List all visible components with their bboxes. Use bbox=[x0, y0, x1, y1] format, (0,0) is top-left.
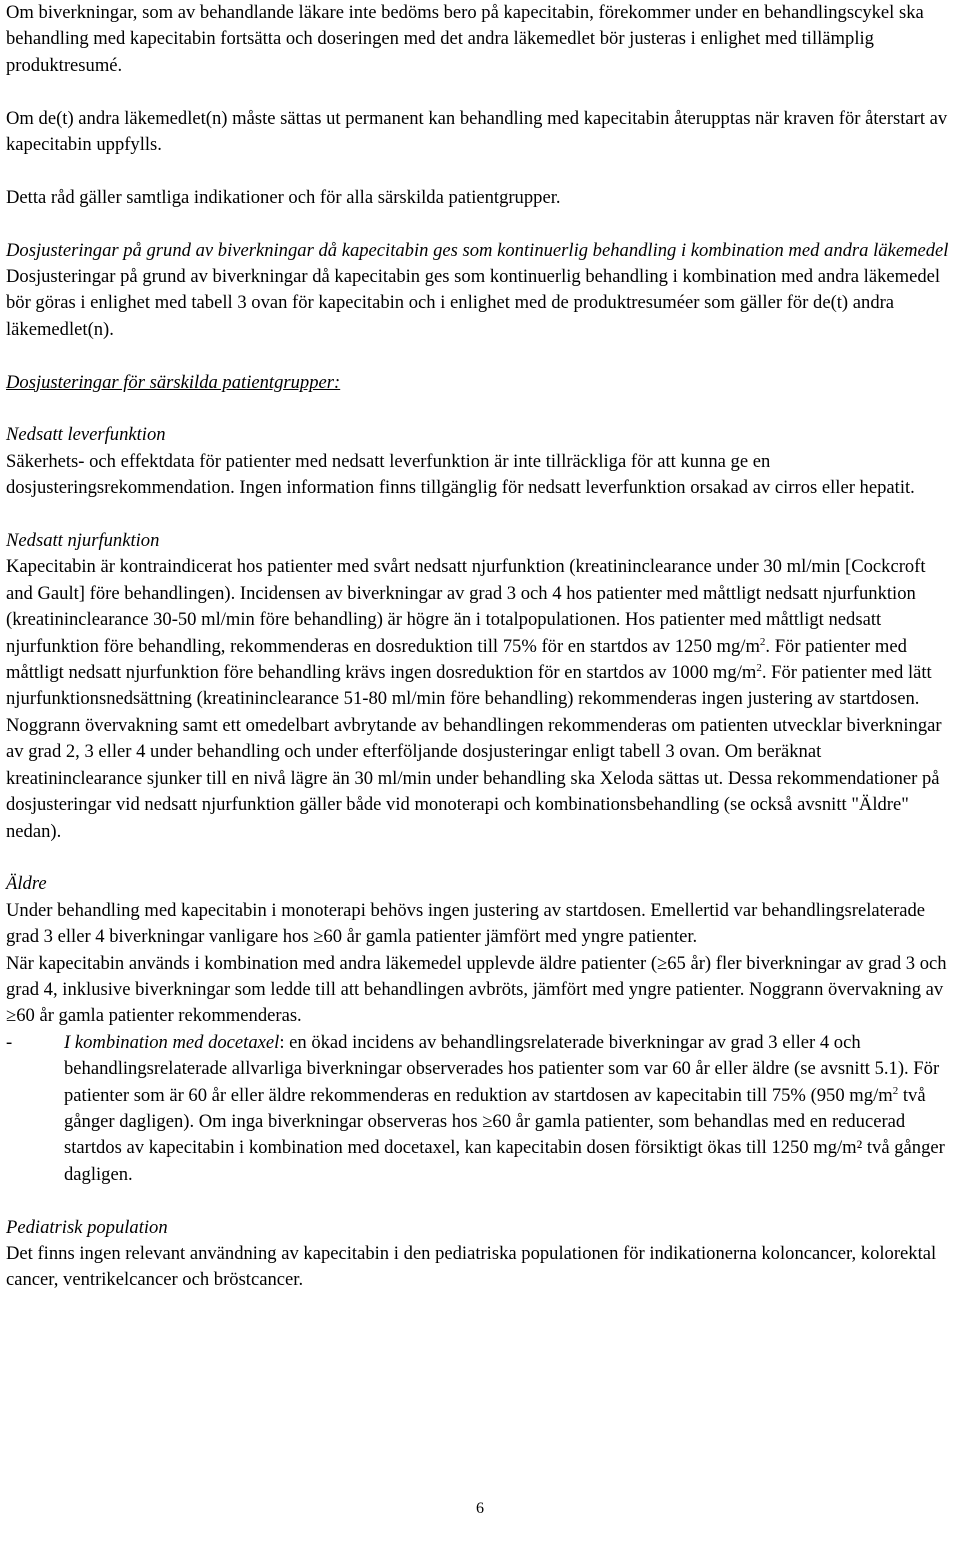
pediatric-body: Det finns ingen relevant användning av kapecitabin i den pediatriska populationen för indikationerna koloncancer, kolorektal cancer, ventrikelcancer och bröstcancer. bbox=[6, 1242, 937, 1291]
combination-heading: Dosjusteringar på grund av biverkningar då kapecitabin ges som kontinuerlig behandling i kombination med andra läkemedel bbox=[6, 239, 949, 261]
list-dash: - bbox=[6, 1031, 13, 1053]
liver-body: Säkerhets- och effektdata för patienter med nedsatt leverfunktion är inte tillräckliga för att kunna ge en dosjusteringsrekommendation. Ingen information finns tillgänglig för nedsatt leverfunktion orsakad av cirros eller hepatit. bbox=[6, 450, 915, 499]
page-number: 6 bbox=[476, 1500, 484, 1517]
kidney-body bbox=[6, 554, 954, 844]
pediatric-heading: Pediatrisk population bbox=[6, 1216, 168, 1238]
docetaxel-list-item bbox=[6, 1030, 954, 1188]
kidney-body-part-c: . För patienter med lätt njurfunktionsnedsättning (kreatininclearance 51-80 ml/min före behandling) rekommenderas ingen justering av startdosen. Noggrann övervakning samt ett omedelbart avbrytande av behandlingen rekommenderas om patienten utvecklar biverkningar av grad 2, 3 eller 4 under behandling och under efterföljande dosjusteringar enligt tabell 3 ovan. Om beräknat kreatininclearance sjunker till en nivå lägre än 30 ml/min under behandling ska Xeloda sättas ut. Dessa rekommendationer på dosjusteringar vid nedsatt njurfunktion gäller både vid monoterapi och kombinationsbehandling (se också avsnitt "Äldre" nedan). bbox=[6, 662, 942, 842]
combination-body: Dosjusteringar på grund av biverkningar då kapecitabin ges som kontinuerlig behandling i kombination med andra läkemedel bör göras i enlighet med tabell 3 ovan för kapecitabin och i enlighet med de produktresuméer som gäller för de(t) andra läkemedlet(n). bbox=[6, 266, 941, 340]
kidney-body-part-b: . För patienter med måttligt nedsatt njurfunktion före behandling krävs ingen dosreduktion för en startdos av 1000 mg/m bbox=[6, 635, 907, 684]
paragraph-continuation: Om biverkningar, som av behandlande läkare inte bedöms bero på kapecitabin, förekommer under en behandlingscykel ska behandling med kapecitabin fortsätta och doseringen med det andra läkemedlet bör justeras i enlighet med tillämplig produktresumé. bbox=[6, 2, 924, 76]
kidney-superscript-a: 2 bbox=[759, 635, 766, 648]
kidney-body-part-a: Kapecitabin är kontraindicerat hos patienter med svårt nedsatt njurfunktion (kreatininclearance under 30 ml/min [Cockcroft and Gault] före behandlingen). Incidensen av biverkningar av grad 3 och 4 hos patienter med måttligt nedsatt njurfunktion (kreatininclearance 30-50 ml/min före behandling) är högre än i totalpopulationen. Hos patienter med måttligt nedsatt njurfunktion före behandling, rekommenderas en dosreduktion till 75% för en startdos av 1250 mg/m bbox=[6, 556, 926, 657]
docetaxel-label: I kombination med docetaxel bbox=[64, 1031, 280, 1053]
kidney-superscript-b: 2 bbox=[756, 661, 762, 674]
document-page bbox=[6, 0, 954, 1294]
docetaxel-text-a: : en ökad incidens av behandlingsrelaterade biverkningar av grad 3 eller 4 och behandlingsrelaterade allvarliga biverkningar observerades hos patienter som var 60 år eller äldre (se avsnitt 5.1). För patienter som är 60 år eller äldre rekommenderas en reduktion av startdosen av kapecitabin till 75% (950 mg/m bbox=[64, 1031, 940, 1106]
paragraph-applies-all: Detta råd gäller samtliga indikationer och för alla särskilda patientgrupper. bbox=[6, 186, 561, 208]
kidney-heading: Nedsatt njurfunktion bbox=[6, 530, 160, 552]
docetaxel-superscript: 2 bbox=[892, 1084, 899, 1097]
elderly-paragraph-2: När kapecitabin används i kombination med andra läkemedel upplevde äldre patienter (≥65 år) fler biverkningar av grad 3 och grad 4, inklusive biverkningar som ledde till att behandlingen avbröts, jämfört med yngre patienter. Noggrann övervakning av ≥60 år gamla patienter rekommenderas. bbox=[6, 952, 947, 1027]
elderly-paragraph-1: Under behandling med kapecitabin i monoterapi behövs ingen justering av startdosen. Emellertid var behandlingsrelaterade grad 3 eller 4 biverkningar vanligare hos ≥60 år gamla patienter jämfört med yngre patienter. bbox=[6, 899, 926, 948]
docetaxel-text-b: två gånger dagligen). Om inga biverkningar observeras hos ≥60 år gamla patienter, som behandlas med en reducerad startdos av kapecitabin i kombination med docetaxel, kan kapecitabin dosen försiktigt ökas till 1250 mg/m² två gånger dagligen. bbox=[64, 1084, 945, 1185]
liver-heading: Nedsatt leverfunktion bbox=[6, 424, 166, 446]
docetaxel-item-body bbox=[64, 1030, 954, 1188]
special-groups-heading: Dosjusteringar för särskilda patientgrupper: bbox=[6, 371, 341, 393]
elderly-heading: Äldre bbox=[6, 873, 47, 895]
paragraph-restart: Om de(t) andra läkemedlet(n) måste sättas ut permanent kan behandling med kapecitabin återupptas när kraven för återstart av kapecitabin uppfylls. bbox=[6, 107, 948, 156]
